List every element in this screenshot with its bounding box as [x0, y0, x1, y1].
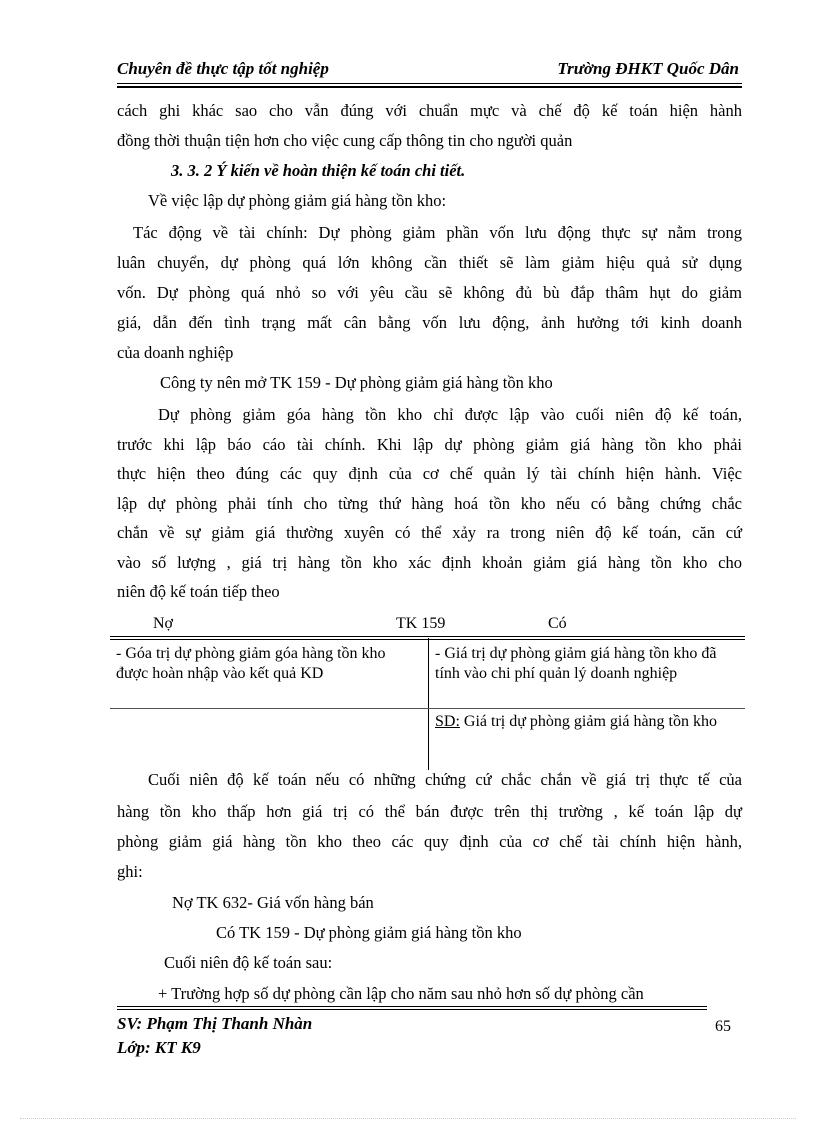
- debit-entry: - Góa trị dự phòng giảm góa hàng tồn kho được hoàn nhập vào kết quả KD: [116, 645, 386, 682]
- footer-rule: [117, 1009, 707, 1010]
- paragraph-line: Cuối niên độ kế toán nếu có những chứng cứ chắc chắn về giá trị thực tế của: [148, 770, 742, 789]
- paragraph-line: chắn về sự giảm giá thường xuyên có thể xảy ra trong niên độ kế toán, căn cứ: [117, 523, 742, 542]
- paragraph-line: của doanh nghiệp: [117, 343, 234, 362]
- paragraph-line: giá, dẫn đến tình trạng mất cân bằng vốn lưu động, ảnh hưởng tới kinh doanh: [117, 313, 742, 332]
- page-number: 65: [715, 1018, 731, 1035]
- t-account-rule: [110, 636, 745, 637]
- paragraph-line: đồng thời thuận tiện hơn cho việc cung cấp thông tin cho người quản: [117, 131, 573, 150]
- balance-entry: [435, 712, 735, 732]
- paragraph-line: lập dự phòng phải tính cho từng thứ hàng hoá tồn kho nếu có bằng chứng chắc: [117, 494, 742, 513]
- bottom-dotted-border: [20, 1118, 796, 1119]
- paragraph-line: luân chuyển, dự phòng quá lớn không cần thiết sẽ làm giảm hiệu quả sử dụng: [117, 253, 742, 272]
- paragraph-line: thực hiện theo đúng các quy định của cơ chế quản lý tài chính hiện hành. Việc: [117, 464, 742, 483]
- paragraph-line: vào số lượng , giá trị hàng tồn kho xác định khoản giảm giá hàng tồn kho cho: [117, 553, 742, 572]
- t-account-divider: [428, 638, 429, 770]
- paragraph-line: cách ghi khác sao cho vẫn đúng với chuẩn mực và chế độ kế toán hiện hành: [117, 101, 742, 120]
- account-label: TK 159: [396, 615, 446, 632]
- page-header: [117, 57, 739, 81]
- paragraph-line: + Trường hợp số dự phòng cần lập cho năm sau nhỏ hơn số dự phòng cần: [158, 984, 644, 1003]
- paragraph-line: Công ty nên mở TK 159 - Dự phòng giảm giá hàng tồn kho: [160, 373, 553, 392]
- footer-rule: [117, 1006, 707, 1007]
- journal-entry: Nợ TK 632- Giá vốn hàng bán: [172, 893, 374, 912]
- balance-text: Giá trị dự phòng giảm giá hàng tồn kho: [459, 713, 717, 730]
- paragraph-line: hàng tồn kho thấp hơn giá trị có thể bán được trên thị trường , kế toán lập dự: [117, 802, 742, 821]
- paragraph-line: Cuối niên độ kế toán sau:: [164, 953, 333, 972]
- footer-class: Lớp: KT K9: [117, 1038, 201, 1057]
- t-account-rule: [110, 708, 745, 709]
- header-title: Chuyên đề thực tập tốt nghiệp: [117, 59, 329, 78]
- header-school: Trường ĐHKT Quốc Dân: [557, 59, 739, 78]
- header-rule-thin: [117, 83, 742, 84]
- paragraph-line: ghi:: [117, 862, 143, 881]
- paragraph-line: Tác động về tài chính: Dự phòng giảm phần vốn lưu động thực sự nằm trong: [133, 223, 742, 242]
- paragraph-line: Về việc lập dự phòng giảm giá hàng tồn kho:: [148, 191, 447, 210]
- balance-label: SD:: [435, 713, 460, 730]
- paragraph-line: trước khi lập báo cáo tài chính. Khi lập dự phòng giảm giá hàng tồn kho phải: [117, 435, 742, 454]
- paragraph-line: phòng giảm giá hàng tồn kho theo các quy định của cơ chế tài chính hiện hành,: [117, 832, 742, 851]
- credit-label: Có: [548, 615, 567, 632]
- paragraph-line: Dự phòng giảm góa hàng tồn kho chỉ được lập vào cuối niên độ kế toán,: [158, 405, 742, 424]
- footer-student: SV: Phạm Thị Thanh Nhàn: [117, 1014, 313, 1033]
- debit-label: Nợ: [153, 615, 174, 632]
- t-account-header: [110, 615, 745, 637]
- paragraph-line: niên độ kế toán tiếp theo: [117, 582, 280, 601]
- section-heading: 3. 3. 2 Ý kiến về hoàn thiện kế toán chi tiết.: [171, 161, 466, 180]
- credit-entry: - Giá trị dự phòng giảm giá hàng tồn kho đã tính vào chi phí quản lý doanh nghiệp: [435, 645, 717, 682]
- header-rule-thick: [117, 86, 742, 88]
- paragraph-line: vốn. Dự phòng quá nhỏ so với yêu cầu sẽ không đủ bù đắp thâm hụt do giảm: [117, 283, 742, 302]
- journal-entry: Có TK 159 - Dự phòng giảm giá hàng tồn kho: [216, 923, 522, 942]
